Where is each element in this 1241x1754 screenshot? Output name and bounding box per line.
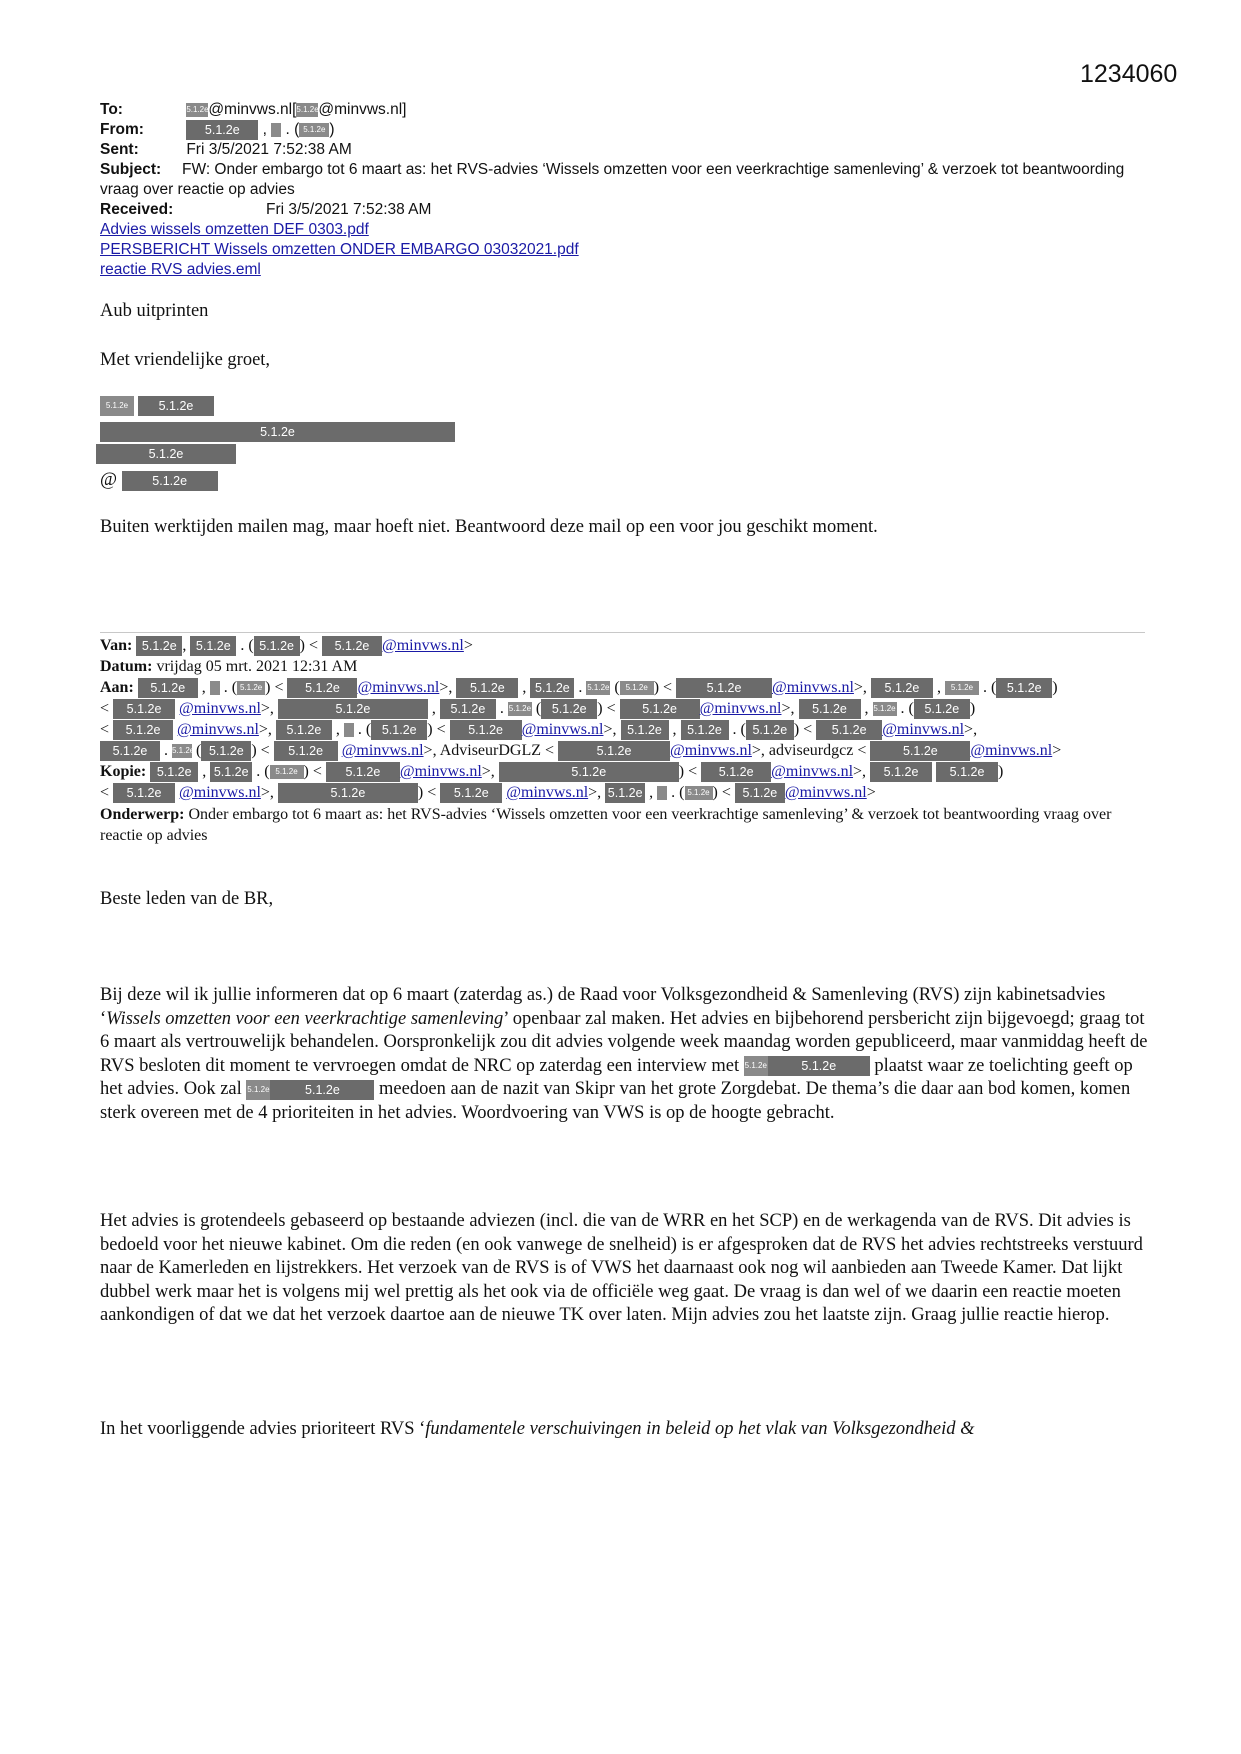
redaction: 5.1.2e — [276, 720, 332, 740]
redaction: 5.1.2e — [870, 741, 970, 761]
onderwerp-value: Onder embargo tot 6 maart as: het RVS-advies ‘Wissels omzetten voor een veerkrachtige samenleving’ & verzoek tot beantwoording vraag over reactie op advies — [100, 806, 1112, 844]
redaction: 5.1.2e — [210, 762, 252, 782]
received-value: Fri 3/5/2021 7:52:38 AM — [266, 201, 432, 219]
redaction: 5.1.2e — [270, 765, 304, 779]
redaction: 5.1.2e — [735, 783, 785, 803]
redaction: 5.1.2e — [96, 444, 236, 464]
redaction — [271, 123, 281, 137]
redaction: 5.1.2e — [456, 678, 518, 698]
redaction — [344, 723, 354, 737]
letter-paragraph-3 — [100, 1418, 1150, 1442]
redaction: 5.1.2e — [113, 699, 175, 719]
redaction: 5.1.2e — [620, 699, 700, 719]
redaction: 5.1.2e — [201, 741, 251, 761]
mail-link[interactable]: @minvws.nl — [882, 721, 965, 738]
signature-line-1 — [100, 396, 214, 416]
redaction: 5.1.2e — [996, 678, 1052, 698]
redaction: 5.1.2e — [508, 702, 532, 716]
forwarded-header — [100, 632, 1145, 846]
redaction: 5.1.2e — [530, 678, 574, 698]
redaction: 5.1.2e — [190, 636, 236, 656]
attachment-link-persbericht[interactable]: PERSBERICHT Wissels omzetten ONDER EMBARGO 03032021.pdf — [100, 241, 579, 259]
datum-value: vrijdag 05 mrt. 2021 12:31 AM — [156, 658, 358, 675]
redaction: 5.1.2e — [936, 762, 998, 782]
redaction: 5.1.2e — [605, 783, 645, 803]
redaction: 5.1.2e — [278, 699, 428, 719]
redaction: 5.1.2e — [186, 103, 208, 117]
aan-row-3: < 5.1.2e @minvws.nl>, 5.1.2e , . ( 5.1.2e ) < 5.1.2e @minvws.nl>, 5.1.2e , 5.1.2e . ( 5.1.2e ) < 5.1.2e @minvws.nl>, — [100, 719, 1145, 740]
redaction: 5.1.2e — [701, 762, 771, 782]
datum-row — [100, 656, 1145, 677]
datum-label: Datum: — [100, 658, 153, 675]
signature-line-2 — [100, 422, 455, 442]
at-sign: @ — [100, 470, 118, 490]
redaction: 5.1.2e — [326, 762, 400, 782]
redaction: 5.1.2e — [371, 720, 427, 740]
redaction: 5.1.2e — [136, 636, 182, 656]
redaction: 5.1.2e — [299, 123, 329, 137]
redaction: 5.1.2e — [440, 699, 496, 719]
aan-row-1: Aan: 5.1.2e , . ( 5.1.2e ) < 5.1.2e @minvws.nl>, 5.1.2e , 5.1.2e . 5.1.2e ( 5.1.2e ) < 5.1.2e @minvws.nl>, 5.1.2e , 5.1.2e . ( 5.1.2e ) — [100, 677, 1145, 698]
redaction: 5.1.2e — [113, 720, 173, 740]
p3-part-a: In het voorliggende advies prioriteert RVS ‘ — [100, 1419, 426, 1439]
redaction: 5.1.2e — [541, 699, 597, 719]
mail-link[interactable]: @minvws.nl — [357, 679, 440, 696]
redaction: 5.1.2e — [685, 786, 713, 800]
redaction: 5.1.2e — [586, 681, 610, 695]
letter-greeting: Beste leden van de BR, — [100, 889, 274, 909]
sent-value: Fri 3/5/2021 7:52:38 AM — [186, 141, 352, 159]
redaction: 5.1.2e — [172, 744, 192, 758]
redaction: 5.1.2e — [100, 741, 160, 761]
redaction: 5.1.2e — [186, 120, 258, 140]
redaction: 5.1.2e — [100, 396, 134, 416]
redaction: 5.1.2e — [558, 741, 670, 761]
mail-link[interactable]: @minvws.nl — [179, 700, 261, 717]
redaction: 5.1.2e — [100, 422, 455, 442]
redaction: 5.1.2e — [278, 783, 418, 803]
mail-link[interactable]: @minvws.nl — [341, 742, 424, 759]
mail-link[interactable]: @minvws.nl — [970, 742, 1053, 759]
kopie-row-1: Kopie: 5.1.2e , 5.1.2e . ( 5.1.2e ) < 5.1.2e @minvws.nl>, 5.1.2e ) < 5.1.2e @minvws.nl>, 5.1.2e 5.1.2e ) — [100, 761, 1145, 782]
redaction: 5.1.2e — [270, 1080, 374, 1100]
kopie-row-2: < 5.1.2e @minvws.nl>, 5.1.2e ) < 5.1.2e @minvws.nl>, 5.1.2e , . ( 5.1.2e ) < 5.1.2e @minvws.nl> — [100, 782, 1145, 803]
redaction: 5.1.2e — [237, 681, 265, 695]
redaction: 5.1.2e — [816, 720, 882, 740]
redaction: 5.1.2e — [799, 699, 861, 719]
redaction: 5.1.2e — [621, 720, 669, 740]
redaction: 5.1.2e — [676, 678, 772, 698]
redaction: 5.1.2e — [873, 702, 897, 716]
redaction: 5.1.2e — [746, 720, 794, 740]
to-label: To: — [100, 101, 123, 118]
sent-label: Sent: — [100, 141, 139, 159]
onderwerp-row — [100, 804, 1145, 846]
to-row — [100, 100, 1160, 120]
aan-row-4: 5.1.2e . 5.1.2e ( 5.1.2e ) < 5.1.2e @minvws.nl>, AdviseurDGLZ < 5.1.2e @minvws.nl>, adviseurdgcz < 5.1.2e @minvws.nl> — [100, 740, 1145, 761]
van-row: Van: 5.1.2e , 5.1.2e . ( 5.1.2e ) < 5.1.2e @minvws.nl> — [100, 635, 1145, 656]
document-number: 1234060 — [1080, 60, 1178, 88]
mail-link[interactable]: @minvws.nl — [506, 784, 589, 801]
redaction: 5.1.2e — [768, 1056, 870, 1076]
redaction: 5.1.2e — [871, 678, 933, 698]
redaction: 5.1.2e — [138, 678, 198, 698]
sent-row — [100, 140, 1160, 160]
p1-advice-title: Wissels omzetten voor een veerkrachtige samenleving — [106, 1008, 504, 1029]
van-label: Van: — [100, 637, 133, 654]
mail-link[interactable]: @minvws.nl — [771, 763, 854, 780]
signature-line-3 — [96, 444, 236, 464]
received-label: Received: — [100, 201, 174, 219]
aan-label: Aan: — [100, 679, 134, 696]
mail-link[interactable]: @minvws.nl — [784, 784, 867, 801]
redaction: 5.1.2e — [122, 471, 218, 491]
p1-part-b: ’ openbaar zal maken. Het advies en bijbehorend persbericht zijn bijgevoegd; graag tot 6 maart als vertrouwelijk behandelen. Oorspronkelijk zou dit advies volgende week maandag worden gepubliceerd, maar vanmiddag heeft de RVS besloten dit moment te vervroegen omdat de NRC op zaterdag een interview met — [100, 1008, 1148, 1076]
redaction: 5.1.2e — [296, 103, 318, 117]
letter-paragraph-1 — [100, 984, 1150, 1125]
subject-value: FW: Onder embargo tot 6 maart as: het RVS-advies ‘Wissels omzetten voor een veerkrachtige samenleving’ & verzoek tot beantwoording vraag over reactie op advies — [100, 161, 1125, 199]
subject-row — [100, 160, 1160, 200]
from-row: From: 5.1.2e , . ( 5.1.2e ) — [100, 121, 335, 139]
redaction — [210, 681, 220, 695]
attachment-link-reactie[interactable]: reactie RVS advies.eml — [100, 261, 261, 279]
redaction: 5.1.2e — [254, 636, 300, 656]
adviseur-dglz: AdviseurDGLZ — [439, 742, 541, 759]
email-header — [100, 100, 1160, 280]
redaction: 5.1.2e — [440, 783, 502, 803]
redaction: 5.1.2e — [138, 396, 214, 416]
mail-link[interactable]: @minvws.nl — [177, 721, 259, 738]
mail-link[interactable]: @minvws.nl — [521, 721, 604, 738]
mail-link[interactable]: @minvws.nl — [772, 679, 854, 696]
p1-part-a: Bij deze wil ik jullie informeren dat op 6 maart (zaterdag as.) de Raad voor Volksgezondheid & Samenleving (RVS) zijn kabinetsadvies ‘ — [100, 985, 1106, 1029]
redaction: 5.1.2e — [450, 720, 522, 740]
redaction: 5.1.2e — [150, 762, 198, 782]
kopie-label: Kopie: — [100, 763, 147, 780]
redaction — [657, 786, 667, 800]
aan-row-2: < 5.1.2e @minvws.nl>, 5.1.2e , 5.1.2e . 5.1.2e ( 5.1.2e ) < 5.1.2e @minvws.nl>, 5.1.2e , 5.1.2e . ( 5.1.2e ) — [100, 698, 1145, 719]
redaction: 5.1.2e — [870, 762, 932, 782]
redaction: 5.1.2e — [744, 1056, 768, 1076]
redaction: 5.1.2e — [287, 678, 357, 698]
redaction: 5.1.2e — [914, 699, 970, 719]
from-label: From: — [100, 121, 144, 139]
to-value-2: @minvws.nl] — [318, 101, 407, 118]
letter-paragraph-2: Het advies is grotendeels gebaseerd op bestaande adviezen (incl. die van de WRR en het SCP) en de werkagenda van de RVS. Dit advies is bedoeld voor het nieuwe kabinet. Om die reden (en ook vanwege de snelheid) is er afgesproken dat de RVS het advies rechtstreeks verstuurd naar de Kamerleden en lijstrekkers. Het verzoek van de RVS is of VWS het daarnaast ook nog wil aanbieden aan Tweede Kamer. Dat lijkt dubbel werk maar het is volgens mij wel prettig als het ook via de officiële weg gaat. De vraag is dan wel of we daarin een reactie moeten aankondigen of dat we dat het verzoek daartoe aan de nieuwe TK over laten. Mijn advies zou het laatste zijn. Graag jullie reactie hierop. — [100, 1211, 1143, 1325]
received-row — [100, 200, 1160, 220]
signature-line-4 — [100, 470, 218, 491]
mail-link[interactable]: @minvws.nl — [699, 700, 782, 717]
mail-link[interactable]: @minvws.nl — [399, 763, 482, 780]
p1-part-c: plaatst waar ze toelichting geeft op het advies. Ook zal — [100, 1055, 1133, 1099]
redaction: 5.1.2e — [274, 741, 338, 761]
redaction: 5.1.2e — [113, 783, 175, 803]
subject-label: Subject: — [100, 161, 162, 179]
redaction: 5.1.2e — [499, 762, 679, 782]
redaction: 5.1.2e — [246, 1080, 270, 1100]
mail-link[interactable]: @minvws.nl — [382, 637, 464, 654]
to-value: @minvws.nl[ — [208, 101, 297, 118]
mail-link[interactable]: @minvws.nl — [179, 784, 261, 801]
redaction: 5.1.2e — [620, 681, 654, 695]
redaction: 5.1.2e — [322, 636, 382, 656]
attachment-link-advies[interactable]: Advies wissels omzetten DEF 0303.pdf — [100, 221, 369, 239]
mail-link[interactable]: @minvws.nl — [670, 742, 752, 759]
redaction: 5.1.2e — [681, 720, 729, 740]
p1-part-d: meedoen aan de nazit van Skipr van het grote Zorgdebat. De thema’s die daar aan bod komen, komen sterk overeen met de 4 prioriteiten in het advies. Woordvoering van VWS is op de hoogte gebracht. — [100, 1079, 1131, 1123]
intro-greeting: Met vriendelijke groet, — [100, 350, 271, 370]
onderwerp-label: Onderwerp: — [100, 806, 185, 823]
adviseur-dgcz: adviseurdgcz — [768, 742, 854, 759]
p3-part-b: fundamentele verschuivingen in beleid op het vlak van Volksgezondheid & — [425, 1419, 975, 1439]
disclaimer: Buiten werktijden mailen mag, maar hoeft niet. Beantwoord deze mail op een voor jou geschikt moment. — [100, 517, 878, 537]
redaction: 5.1.2e — [945, 681, 979, 695]
intro-print: Aub uitprinten — [100, 301, 209, 321]
